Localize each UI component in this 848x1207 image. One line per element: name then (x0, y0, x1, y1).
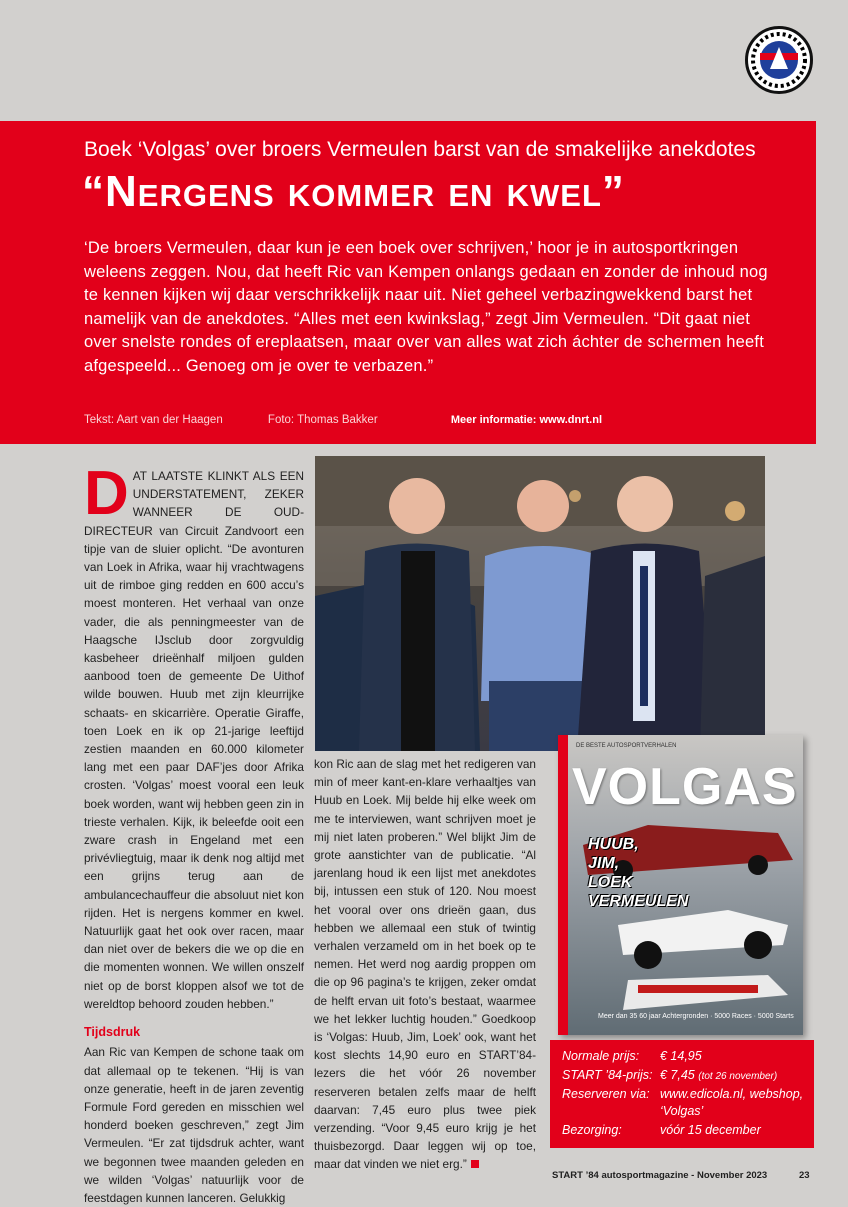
info-label: Bezorging: (562, 1123, 622, 1137)
book-bottom-line: Meer dan 35 60 jaar Achtergronden · 5000 Races · 5000 Starts (598, 1013, 794, 1020)
reserve-link[interactable]: www.edicola.nl, webshop, (660, 1087, 804, 1101)
article-header (0, 121, 816, 444)
info-note: (tot 26 november) (698, 1071, 778, 1082)
book-name-line: JIM, (588, 855, 620, 872)
section-heading: Tijdsdruk (84, 1025, 141, 1040)
info-label: START ’84-prijs: (562, 1068, 653, 1082)
book-name-line: VERMEULEN (588, 893, 689, 910)
article-subtitle: Boek ‘Volgas’ over broers Vermeulen barst van de smakelijke anekdotes (84, 138, 756, 161)
page-number: 23 (799, 1170, 810, 1181)
more-info-link[interactable]: Meer informatie: www.dnrt.nl (450, 414, 603, 426)
book-spine (558, 735, 568, 1035)
page-footer: START ’84 autosportmagazine - November 2023 (552, 1170, 768, 1181)
article-column-1 (84, 459, 304, 1207)
book-names (588, 835, 688, 911)
paragraph-text: kon Ric aan de slag met het redigeren van min of meer kant-en-klare verhaaltjes van Huub en Loek. Mij belde hij elke week om me te interviewen, want schrijven moet je mij niet laten proberen.” Wel blijkt Jim de grote aanstichter van de publicatie. “Al jarenlang houd ik een lijst met anekdotes bij, intussen een stuk of 120. Nou moest het vooral over ons drieën gaan, dus hebben we allemaal een stuk of twintig verhalen verzameld om in het boek op te nemen. Het werd nog aardig proppen om die op 96 pagina’s te krijgen, zeker omdat de helft ervan uit foto’s bestaat, waarmee we het lekker luchtig houden.” Goedkoop is ‘Volgas: Huub, Jim, Loek’ ook, want het kost slechts 14,90 euro en START’84-lezers die het vóór 26 november reserveren betalen zelfs maar de helft daarvan: 7,45 euro plus twee piek verzending. “Voor 9,45 euro krijg je het thuisbezorgd. Daar leggen wij op toe, maar dat vinden we niet erg.” (314, 757, 536, 1172)
drop-cap: D (84, 459, 129, 528)
info-label: Reserveren via: (562, 1087, 650, 1101)
paragraph-text: van Circuit Zandvoort een tipje van de sluier oplicht. “De avonturen van Loek in Afrika, waar hij vrachtwagens uit de rimboe ging redden en 600 accu’s moest monteren. Het verhaal van onze vader, die als penningmeester van de Haagsche IJsclub door zorgvuldig kasbeheer drieënhalf miljoen gulden aanbood toen de gemeente De Uithof wilde bouwen. Huub met zijn kleurrijke schaats- en skicarrière. Operatie Giraffe, toen Loek en ik op 21-jarige leeftijd zestien maanden en 60.000 kilometer lang met een paar DAF’jes door Afrika crosten. ‘Volgas’ moest vooral een leuk boek worden, want wij hebben geen zin in trieste verhalen. Kijk, ik beleefde ooit een zware crash in Engeland met een privévliegtuig, maar ik denk nog altijd met een grijns terug aan de ambulancechauffeur die absoluut niet kon rijden. Het is nergens kommer en kwel. Natuurlijk gaat het ook over racen, maar dan niet over de bekers die we op die en die momenten wonnen. We willen onszelf niet op de borst kloppen alsof we tot de wereldtop behoord zouden hebben.” (84, 523, 304, 1011)
article-intro: ‘De broers Vermeulen, daar kun je een boek over schrijven,’ hoor je in autosportkringen weleens zeggen. Nou, dat heeft Ric van Kempen onlangs gedaan en zonder de inhoud nog te kennen kijken wij daar verschrikkelijk naar uit. Niet geheel verbazingwekkend barst het namelijk van de anekdotes. “Alles met een kwinkslag,” zegt Jim Vermeulen. “Dit gaat niet over snelste rondes of ereplaatsen, maar over van alles wat zich áchter de schermen heeft afgespeeld... Genoeg om je over te verbazen.” (84, 239, 768, 375)
info-value: ‘Volgas’ (660, 1104, 704, 1118)
photo-illustration (315, 456, 765, 751)
book-title: VOLGAS (572, 758, 798, 816)
article-column-2 (314, 755, 536, 1174)
end-mark-icon (471, 1160, 479, 1168)
book-name-line: HUUB, (588, 836, 639, 853)
racing-logo-icon (748, 29, 810, 91)
article-headline: “Nergens kommer en kwel” (82, 167, 625, 216)
book-name-line: LOEK (588, 874, 633, 891)
paragraph-text: Aan Ric van Kempen de schone taak om dat allemaal op te tekenen. “Hij is van onze generatie, heeft in de jaren zeventig Formule Ford gereden en misschien wel honderd boeken geschreven,” zegt Jim Vermeulen. “Er zat tijdsdruk achter, want we begonnen twee maanden geleden en we wilden ‘Volgas’ natuurlijk voor de feestdagen kunnen lanceren. Gelukkig (84, 1045, 304, 1205)
info-value: vóór 15 december (660, 1123, 761, 1137)
article-paragraph (84, 459, 304, 1013)
info-value: € 14,95 (660, 1049, 702, 1063)
article-paragraph (314, 755, 536, 1174)
credit-text: Tekst: Aart van der Haagen (84, 414, 223, 426)
book-top-line: DE BESTE AUTOSPORTVERHALEN (576, 743, 677, 749)
info-value (660, 1068, 777, 1082)
credit-photo: Foto: Thomas Bakker (267, 414, 378, 426)
book-cover (558, 735, 803, 1035)
article-photo (315, 456, 765, 751)
info-label: Normale prijs: (562, 1049, 640, 1063)
order-info-box (550, 1040, 814, 1148)
info-price: € 7,45 (660, 1068, 695, 1082)
article-credits (84, 414, 602, 426)
lead-in: AT LAATSTE KLINKT ALS EEN UNDERSTATEMENT, ZEKER WANNEER DE OUD-DIRECTEUR (84, 469, 304, 538)
team-logo (745, 26, 813, 94)
